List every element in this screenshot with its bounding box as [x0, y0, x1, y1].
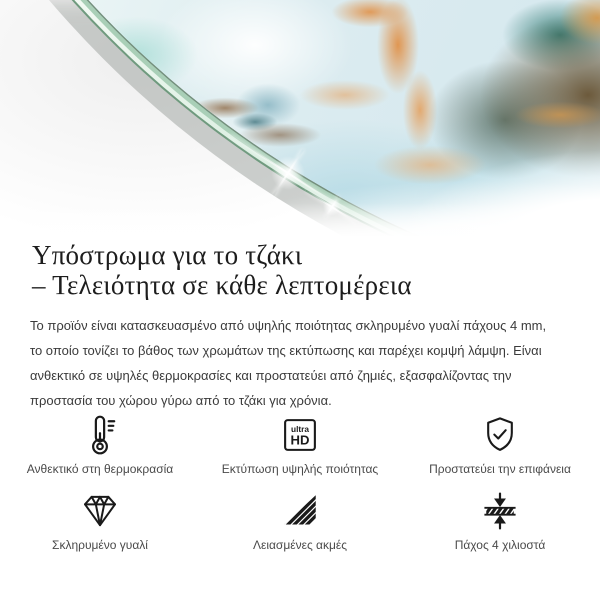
feature-polished-edges [200, 489, 400, 553]
feature-thickness [400, 489, 600, 553]
polished-edges-icon [281, 489, 319, 533]
ultra-hd-icon [279, 413, 321, 457]
feature-label: Σκληρυμένο γυαλί [52, 538, 148, 552]
page-title [0, 240, 600, 300]
thermometer-icon [78, 413, 122, 457]
feature-label: Εκτύπωση υψηλής ποιότητας [221, 462, 379, 476]
description-line: προστασία του χώρου γύρω από το τζάκι για χρόνια. [30, 393, 332, 408]
description-line: Το προϊόν είναι κατασκευασμένο από υψηλής ποιότητας σκληρυμένο γυαλί πάχους 4 mm, [30, 318, 547, 333]
title-line-2: – Τελειότητα σε κάθε λεπτομέρεια [32, 270, 412, 300]
ultra-hd-icon-text-top: ultra [291, 423, 309, 434]
white-fade-overlay [0, 0, 600, 236]
description-line: το οποίο τονίζει το βάθος των χρωμάτων της εκτύπωσης και παρέχει κομψή λάμψη. Είναι [30, 343, 542, 358]
feature-temperature [0, 413, 200, 477]
shield-check-icon [479, 413, 521, 457]
feature-grid [0, 413, 600, 553]
product-description [0, 313, 600, 413]
feature-label: Πάχος 4 χιλιοστά [454, 538, 546, 552]
hero-image [0, 0, 600, 236]
diamond-icon [80, 489, 120, 533]
feature-print-quality [200, 413, 400, 477]
feature-tempered-glass [0, 489, 200, 553]
thickness-arrows-icon [478, 489, 522, 533]
feature-label: Λειασμένες ακμές [252, 538, 348, 552]
feature-label: Προστατεύει την επιφάνεια [429, 462, 571, 476]
description-line: ανθεκτικό σε υψηλές θερμοκρασίες και προστατεύει από ζημιές, εξασφαλίζοντας την [30, 368, 512, 383]
ultra-hd-icon-text-bottom: HD [290, 432, 310, 448]
feature-surface-protection [400, 413, 600, 477]
feature-label: Ανθεκτικό στη θερμοκρασία [26, 462, 174, 476]
title-line-1: Υπόστρωμα για το τζάκι [32, 240, 303, 270]
